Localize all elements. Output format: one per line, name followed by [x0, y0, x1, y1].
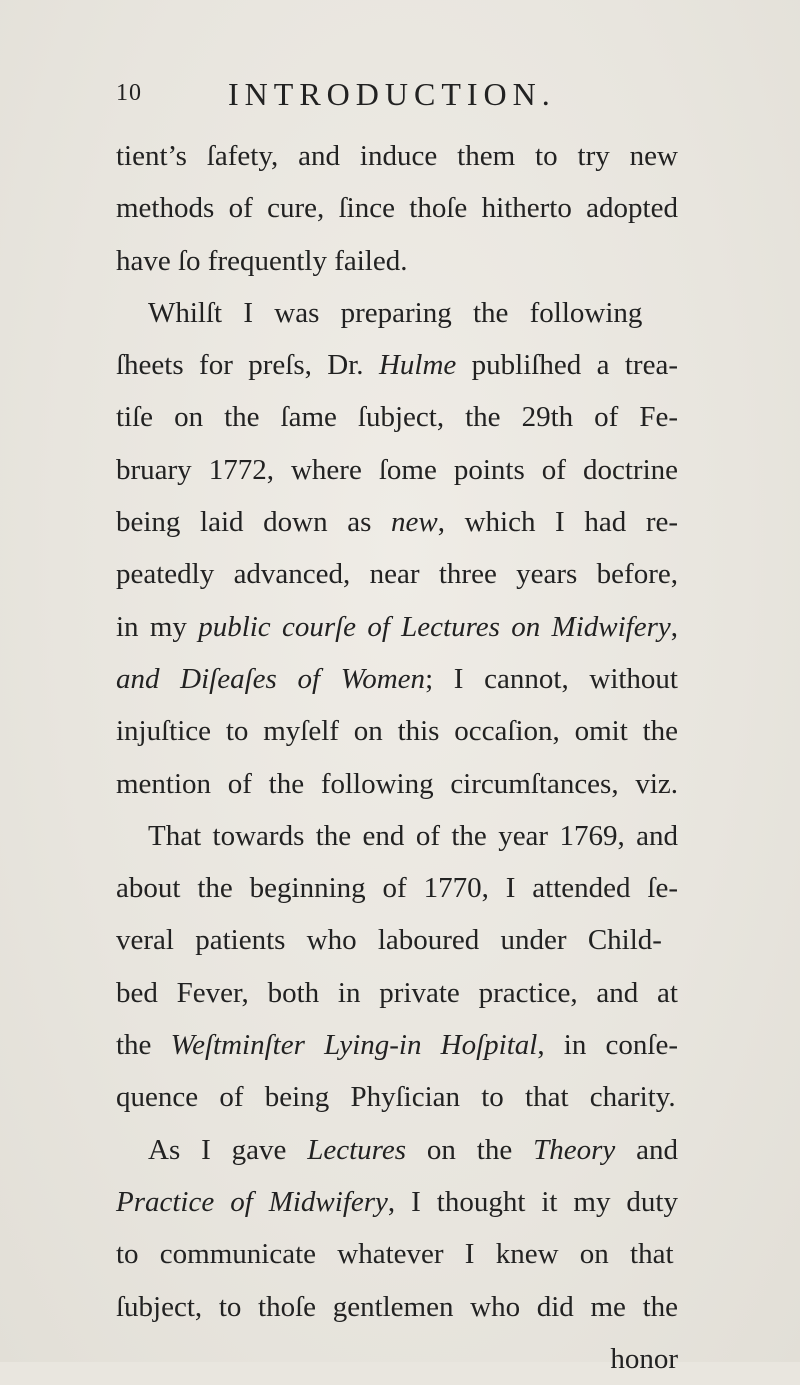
text-span: bed Fever, both in private practice, and at	[116, 976, 678, 1009]
text-span: quence of being Phyſician to that charity.	[116, 1081, 676, 1114]
text-span: injuſtice to myſelf on this occaſion, omit the	[116, 715, 678, 748]
text-span: tient’s ſafety, and induce them to try new	[116, 140, 678, 172]
text-span: ſubject, to thoſe gentlemen who did me the	[116, 1290, 678, 1323]
text-span: methods of cure, ſince thoſe hitherto adopted	[116, 192, 678, 225]
italic-text: Theory	[533, 1133, 616, 1166]
text-line	[116, 548, 678, 600]
italic-text: and Diſeaſes of Women	[116, 662, 426, 695]
text-span: on the	[406, 1133, 534, 1166]
italic-text: new	[390, 506, 438, 539]
text-span: mention of the following circumſtances, viz.	[116, 767, 678, 800]
text-span: have ſo frequently failed.	[116, 244, 408, 277]
text-line	[116, 1176, 678, 1228]
body-text	[116, 130, 678, 1385]
text-span: , I thought it my duty	[387, 1185, 678, 1218]
text-line	[116, 235, 678, 287]
page-number: 10	[116, 80, 142, 106]
text-line	[116, 601, 678, 653]
text-line	[116, 130, 678, 182]
text-line	[116, 914, 678, 966]
text-line	[116, 705, 678, 757]
text-span: As I gave	[148, 1133, 308, 1166]
running-head: INTRODUCTION.	[228, 76, 556, 112]
text-span: bruary 1772, where ſome points of doctrine	[116, 453, 678, 486]
text-span: honor	[610, 1342, 678, 1375]
page-header	[116, 76, 736, 116]
text-span: , in conſe-	[537, 1029, 678, 1062]
text-line	[116, 339, 678, 391]
text-line	[116, 1124, 678, 1176]
italic-text: Lectures	[307, 1133, 407, 1166]
italic-text: public courſe of Lectures on Midwifery	[198, 610, 671, 643]
text-line	[116, 1281, 678, 1333]
text-line	[116, 444, 678, 496]
text-line	[116, 758, 678, 810]
text-line	[116, 810, 678, 862]
text-line	[116, 496, 678, 548]
text-line	[116, 1071, 678, 1123]
text-span: veral patients who laboured under Child-	[116, 924, 662, 957]
text-span: being laid down as	[116, 506, 391, 539]
text-line	[116, 1019, 678, 1071]
italic-text: Hulme	[378, 349, 457, 382]
text-line	[116, 1333, 678, 1385]
text-span: , which I had re-	[437, 506, 679, 539]
text-line	[116, 391, 678, 443]
text-span: ,	[670, 610, 678, 643]
text-line	[116, 862, 678, 914]
text-span: Whilſt I was preparing the following	[148, 296, 643, 329]
text-span: to communicate whatever I knew on that	[116, 1238, 674, 1271]
text-line	[116, 182, 678, 234]
text-span: tiſe on the ſame ſubject, the 29th of Fe-	[116, 401, 678, 434]
text-span: the	[116, 1029, 171, 1062]
italic-text: Practice of Midwifery	[116, 1185, 388, 1218]
text-span: and	[615, 1133, 678, 1166]
text-span: peatedly advanced, near three years before,	[116, 558, 678, 591]
text-span: ; I cannot, without	[425, 662, 678, 695]
text-line	[116, 967, 678, 1019]
text-span: publiſhed a trea-	[456, 349, 678, 382]
text-line	[116, 287, 678, 339]
italic-text: Weſtminſter Lying-in Hoſpital	[170, 1029, 538, 1062]
text-span: about the beginning of 1770, I attended ſe-	[116, 872, 678, 905]
text-span: ſheets for preſs, Dr.	[116, 349, 379, 382]
text-span: in my	[116, 610, 199, 643]
text-line	[116, 653, 678, 705]
text-line	[116, 1228, 678, 1280]
text-span: That towards the end of the year 1769, and	[148, 819, 678, 852]
